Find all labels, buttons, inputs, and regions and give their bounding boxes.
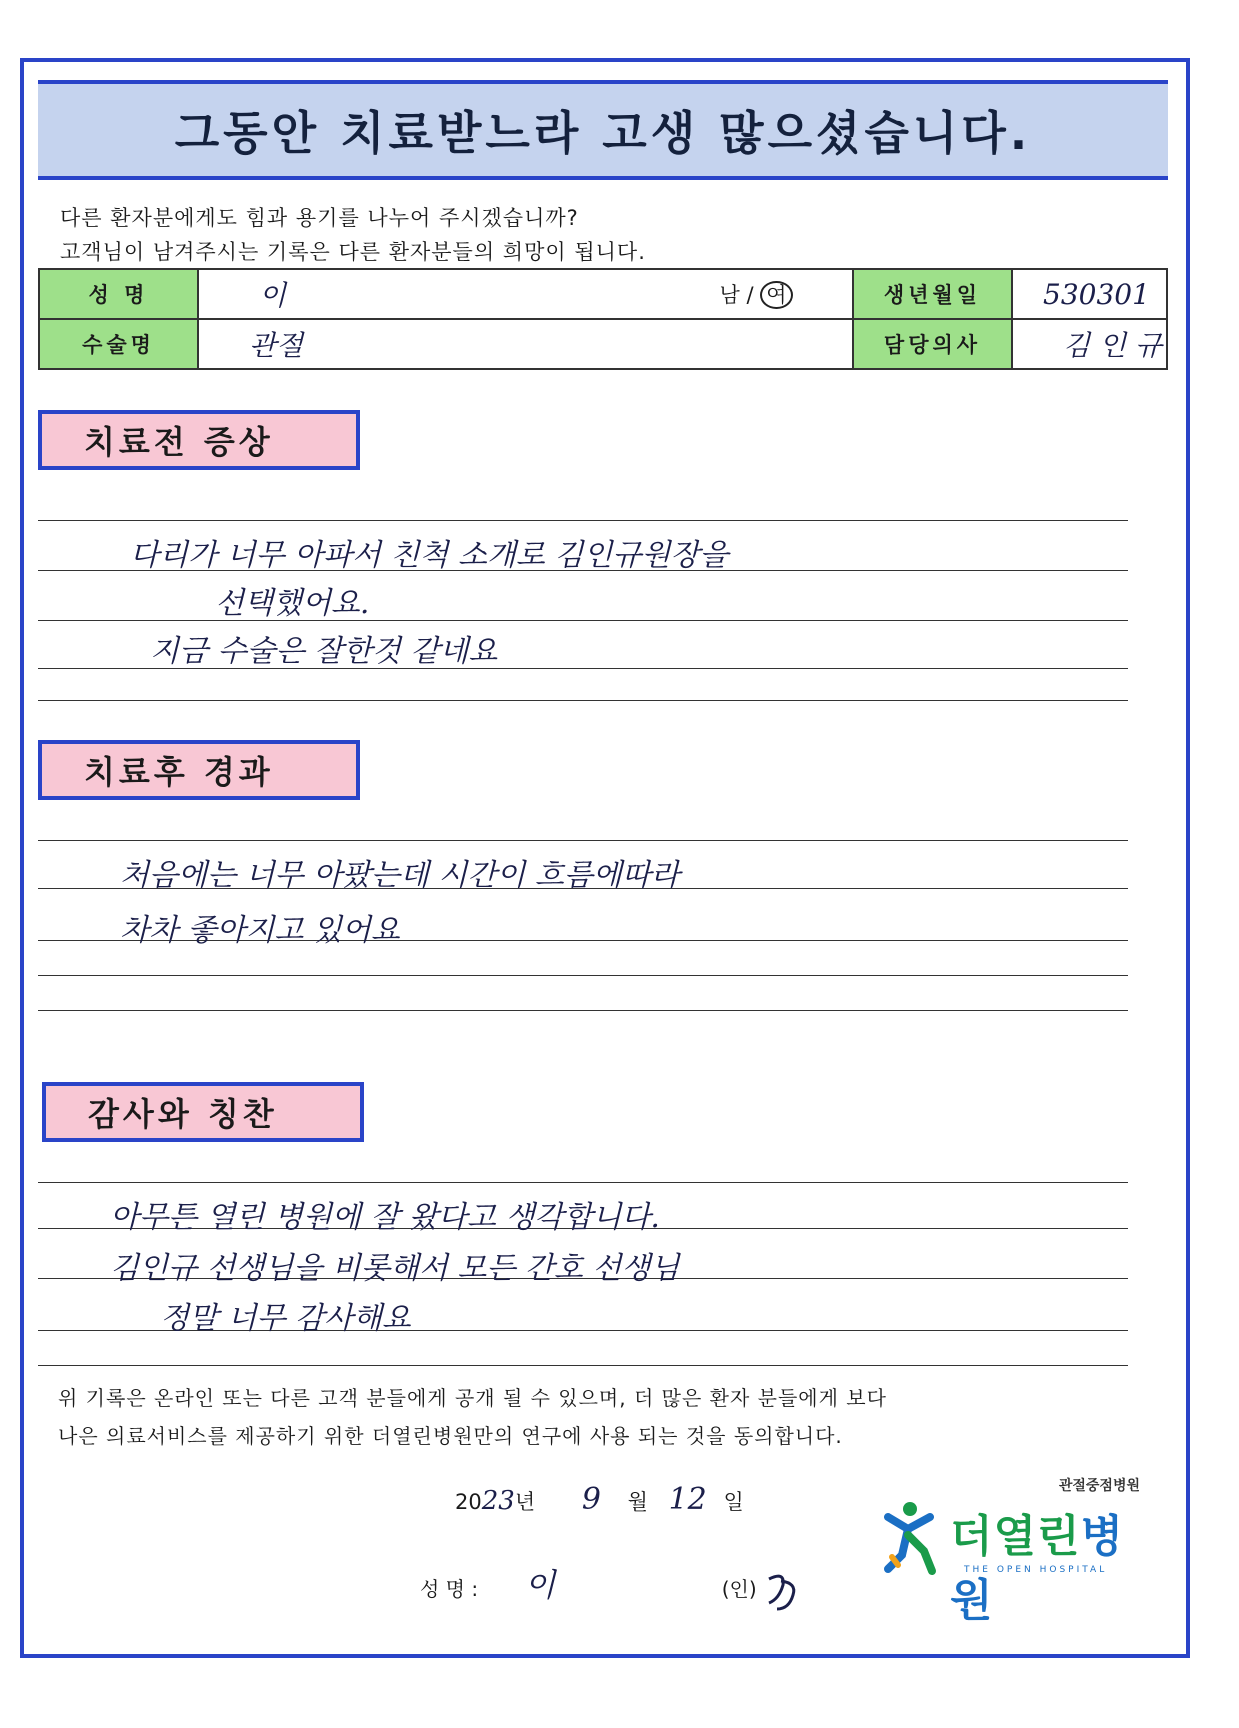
before-line-1: 다리가 너무 아파서 친척 소개로 김인규원장을	[130, 538, 729, 573]
name-label: 성 명	[39, 269, 198, 319]
writing-line	[38, 840, 1128, 841]
gender-label: 남 / 여	[719, 281, 792, 309]
year-value[interactable]: 23	[481, 1486, 515, 1516]
intro-line-1: 다른 환자분에게도 힘과 용기를 나누어 주시겠습니까?	[60, 206, 579, 230]
signature-row	[420, 1560, 803, 1613]
title-banner	[38, 80, 1168, 180]
logo-name-part1: 더열린	[950, 1511, 1081, 1562]
writing-line	[38, 1010, 1128, 1011]
date-row	[455, 1482, 744, 1517]
writing-line	[38, 520, 1128, 521]
after-line-1: 처음에는 너무 아팠는데 시간이 흐름에따라	[120, 858, 680, 893]
year-unit: 년	[514, 1490, 536, 1514]
writing-line	[38, 700, 1128, 701]
thanks-line-3: 정말 너무 감사해요	[160, 1301, 411, 1336]
logo-subtitle: 관절중점병원	[1058, 1478, 1140, 1494]
signature-value[interactable]: 이	[524, 1566, 556, 1604]
day-unit: 일	[723, 1490, 744, 1514]
month-value[interactable]: 9	[581, 1482, 601, 1517]
section-before-header	[38, 410, 360, 470]
gender-field[interactable]	[660, 269, 853, 319]
gender-selected: 여	[760, 281, 792, 309]
section-after-header	[38, 740, 360, 800]
patient-info-table	[38, 268, 1168, 370]
doctor-field[interactable]	[1012, 319, 1167, 369]
doctor-label: 담당의사	[853, 319, 1012, 369]
consent-line-1: 위 기록은 온라인 또는 다른 고객 분들에게 공개 될 수 있으며, 더 많은 환자 분들에게 보다	[58, 1386, 887, 1410]
thanks-line-1: 아무튼 열린 병원에 잘 왔다고 생각합니다.	[110, 1200, 660, 1235]
logo-english: THE OPEN HOSPITAL	[964, 1565, 1108, 1575]
hospital-logo	[880, 1475, 1140, 1626]
birth-value: 530301	[1043, 277, 1150, 311]
before-line-3: 지금 수술은 잘한것 같네요	[150, 634, 498, 669]
consent-line-2: 나은 의료서비스를 제공하기 위한 더열린병원만의 연구에 사용 되는 것을 동의합니다.	[58, 1424, 843, 1448]
section-thanks-header	[42, 1082, 364, 1142]
day-value[interactable]: 12	[668, 1482, 707, 1517]
year-prefix: 20	[455, 1490, 482, 1514]
writing-line	[38, 1365, 1128, 1366]
birth-label: 생년월일	[853, 269, 1012, 319]
logo-name-part2: 병원	[950, 1511, 1125, 1626]
signature-label: 성 명 :	[420, 1577, 479, 1601]
writing-line	[38, 620, 1128, 621]
section-after-title: 치료후 경과	[84, 753, 274, 791]
section-thanks-title: 감사와 칭찬	[88, 1095, 278, 1133]
month-unit: 월	[627, 1490, 648, 1514]
writing-line	[38, 975, 1128, 976]
intro-line-2: 고객님이 남겨주시는 기록은 다른 환자분들의 희망이 됩니다.	[60, 240, 646, 264]
surgery-label: 수술명	[39, 319, 198, 369]
birth-field[interactable]	[1012, 269, 1167, 319]
name-value: 이	[259, 279, 287, 312]
section-before-title: 치료전 증상	[84, 423, 274, 461]
name-field[interactable]	[198, 269, 660, 319]
logo-name	[950, 1500, 1140, 1628]
page-title: 그동안 치료받느라 고생 많으셨습니다.	[174, 106, 1032, 160]
before-line-2: 선택했어요.	[215, 586, 370, 621]
signature-scribble-icon	[763, 1569, 803, 1613]
surgery-field[interactable]	[198, 319, 853, 369]
running-figure-icon	[880, 1499, 944, 1579]
thanks-line-2: 김인규 선생님을 비롯해서 모든 간호 선생님	[110, 1251, 680, 1286]
doctor-value: 김 인 규	[1063, 329, 1162, 362]
seal-label: (인)	[721, 1577, 757, 1601]
writing-line	[38, 1182, 1128, 1183]
surgery-value: 관절	[249, 329, 304, 362]
after-line-2: 차차 좋아지고 있어요	[120, 913, 400, 948]
